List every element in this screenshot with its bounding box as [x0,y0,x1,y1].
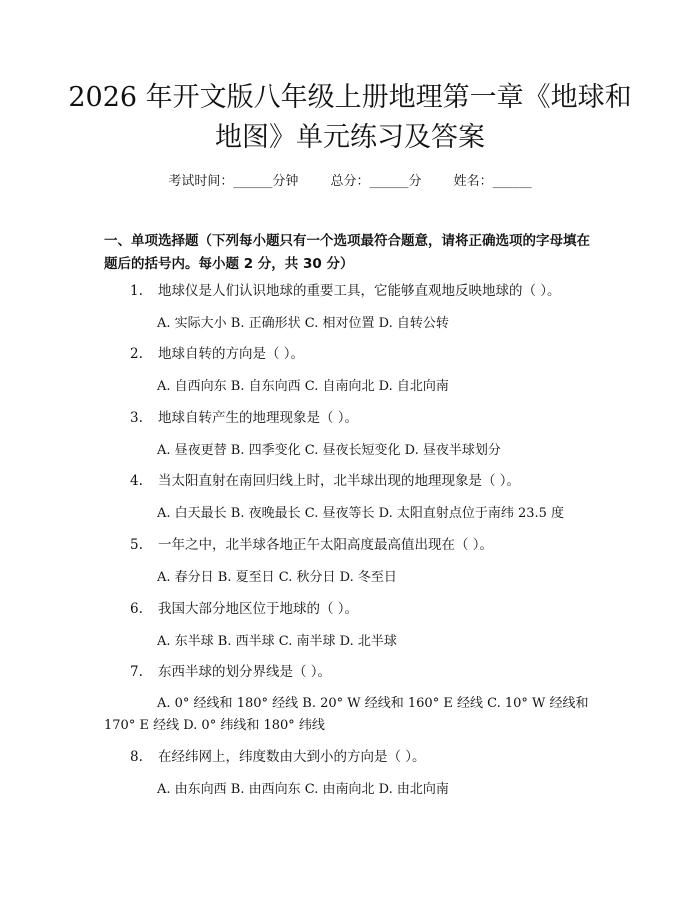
exam-total-score: 总分：______分 [330,174,422,189]
question-2 [130,344,610,364]
question-text: 地球自转的方向是（ ）。 [158,346,305,362]
question-number: 6. [130,601,143,617]
question-6-options: A. 东半球 B. 西半球 C. 南半球 D. 北半球 [157,634,397,649]
question-text: 当太阳直射在南回归线上时，北半球出现的地理现象是（ ）。 [158,473,521,489]
question-8-options: A. 由东向西 B. 由西向东 C. 由南向北 D. 由北向南 [157,782,449,797]
question-1 [130,281,610,301]
question-number: 8. [130,749,143,765]
question-7-options: A. 0° 经线和 180° 经线 B. 20° W 经线和 160° E 经线 C. 10° W 经线和 170° E 经线 D. 0° 纬线和 180° 纬线 [104,696,589,733]
document-title: 2026 年开文版八年级上册地理第一章《地球和地图》单元练习及答案 [68,82,632,153]
question-4-options: A. 白天最长 B. 夜晚最长 C. 昼夜等长 D. 太阳直射点位于南纬 23.5 度 [157,506,565,521]
exam-meta [0,170,700,189]
question-7 [130,662,610,682]
question-2-options: A. 自西向东 B. 自东向西 C. 自南向北 D. 自北向南 [157,379,449,394]
question-3-options: A. 昼夜更替 B. 四季变化 C. 昼夜长短变化 D. 昼夜半球划分 [157,443,501,458]
question-number: 5. [130,537,143,553]
question-6 [130,599,610,619]
question-5-options: A. 春分日 B. 夏至日 C. 秋分日 D. 冬至日 [157,570,397,585]
question-text: 东西半球的划分界线是（ ）。 [158,664,332,680]
question-number: 3. [130,410,143,426]
student-name: 姓名：______ [453,174,532,189]
question-4 [130,471,610,491]
question-text: 在经纬网上，纬度数由大到小的方向是（ ）。 [158,749,426,765]
question-5 [130,535,610,555]
question-number: 4. [130,473,143,489]
question-text: 一年之中，北半球各地正午太阳高度最高值出现在（ ）。 [158,537,494,553]
section-heading: 一、单项选择题（下列每小题只有一个选项最符合题意，请将正确选项的字母填在题后的括号内。每小题 2 分，共 30 分） [104,233,590,272]
question-number: 1. [130,283,143,299]
exam-time: 考试时间：______分钟 [168,174,299,189]
question-text: 我国大部分地区位于地球的（ ）。 [158,601,359,617]
question-text: 地球自转产生的地理现象是（ ）。 [158,410,359,426]
question-3 [130,408,610,428]
question-8 [130,747,610,767]
question-number: 7. [130,664,143,680]
question-text: 地球仪是人们认识地球的重要工具，它能够直观地反映地球的（ ）。 [158,283,561,299]
question-number: 2. [130,346,143,362]
question-1-options: A. 实际大小 B. 正确形状 C. 相对位置 D. 自转公转 [157,316,449,331]
